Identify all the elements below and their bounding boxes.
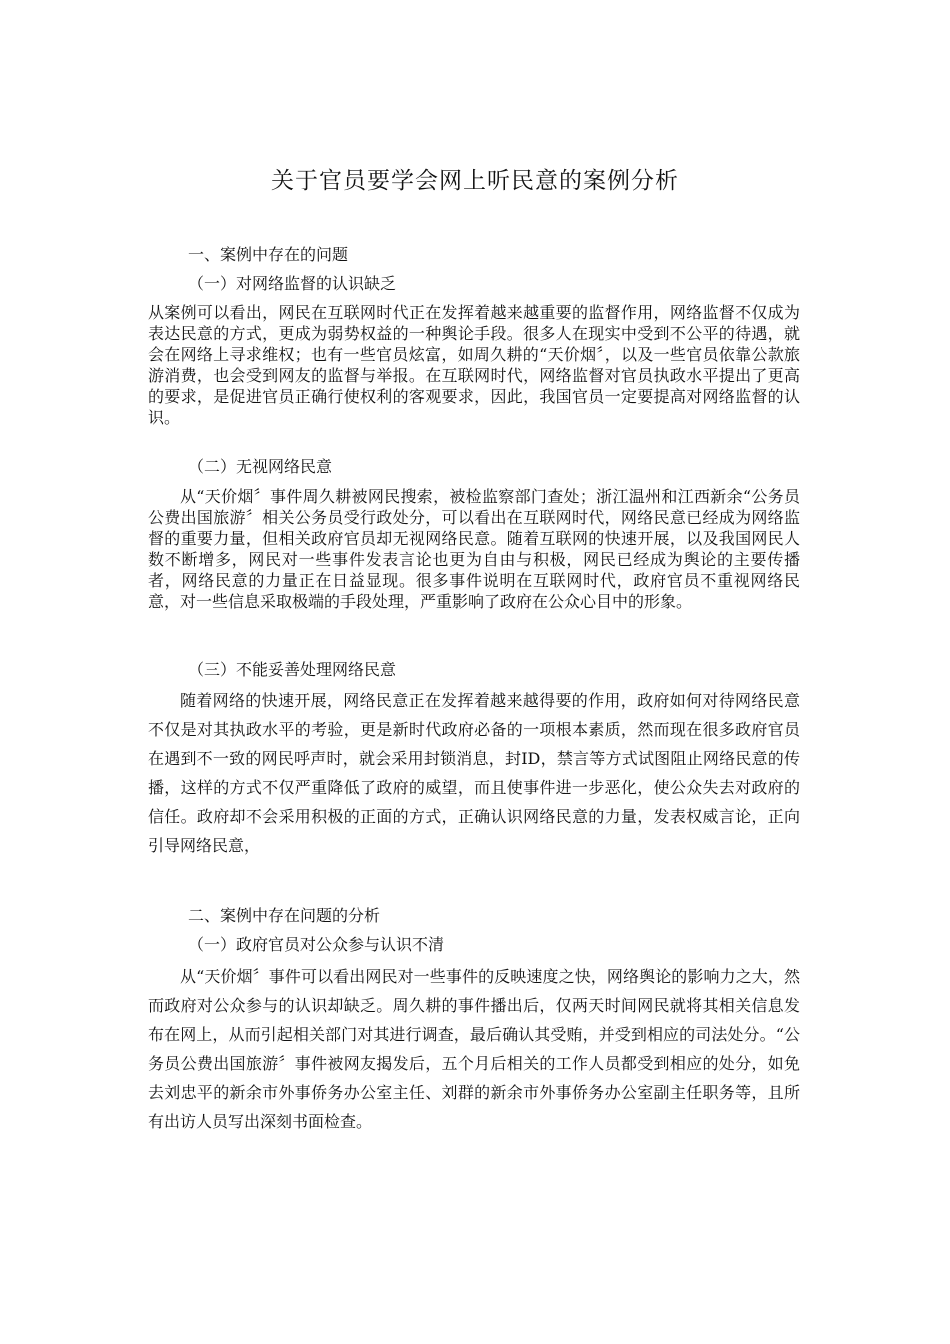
section-heading-1: 一、案例中存在的问题 [188,245,349,264]
subsection-heading-1-2: （二）无视网络民意 [188,457,333,476]
paragraph-1-1: 从案例可以看出，网民在互联网时代正在发挥着越来越重要的监督作用，网络监督不仅成为表达民意的方式，更成为弱势权益的一种舆论手段。很多人在现实中受到不公平的待遇，就会在网络上寻求维权；也有一些官员炫富，如周久耕的“天价烟〞，以及一些官员依靠公款旅游消费，也会受到网友的监督与举报。在互联网时代，网络监督对官员执政水平提出了更高的要求，是促进官员正确行使权利的客观要求，因此，我国官员一定要提高对网络监督的认识。 [148,303,800,427]
subsection-heading-1-1: （一）对网络监督的认识缺乏 [188,274,397,293]
document-title: 关于官员要学会网上听民意的案例分析 [271,168,679,194]
subsection-heading-1-3: （三）不能妥善处理网络民意 [188,660,397,679]
paragraph-1-3: 随着网络的快速开展，网络民意正在发挥着越来越得要的作用，政府如何对待网络民意不仅是对其执政水平的考验，更是新时代政府必备的一项根本素质，然而现在很多政府官员在遇到不一致的网民呼声时，就会采用封锁消息，封ID，禁言等方式试图阻止网络民意的传播，这样的方式不仅严重降低了政府的威望，而且使事件进一步恶化，使公众失去对政府的信任。政府却不会采用积极的正面的方式，正确认识网络民意的力量，发表权威言论，正向引导网络民意， [148,691,800,855]
paragraph-2-1: 从“天价烟〞事件可以看出网民对一些事件的反映速度之快，网络舆论的影响力之大，然而政府对公众参与的认识却缺乏。周久耕的事件播出后，仅两天时间网民就将其相关信息发布在网上，从而引起相关部门对其进行调查，最后确认其受贿，并受到相应的司法处分。“公务员公费出国旅游〞事件被网友揭发后，五个月后相关的工作人员都受到相应的处分，如免去刘忠平的新余市外事侨务办公室主任、刘群的新余市外事侨务办公室副主任职务等，且所有出访人员写出深刻书面检查。 [148,967,800,1131]
subsection-heading-2-1: （一）政府官员对公众参与认识不清 [188,935,445,954]
paragraph-1-2: 从“天价烟〞事件周久耕被网民搜索，被检监察部门查处；浙江温州和江西新余“公务员公费出国旅游〞相关公务员受行政处分，可以看出在互联网时代，网络民意已经成为网络监督的重要力量，但相关政府官员却无视网络民意。随着互联网的快速开展，以及我国网民人数不断增多，网民对一些事件发表言论也更为自由与积极，网民已经成为舆论的主要传播者，网络民意的力量正在日益显现。很多事件说明在互联网时代，政府官员不重视网络民意，对一些信息采取极端的手段处理，严重影响了政府在公众心目中的形象。 [148,487,800,611]
section-heading-2: 二、案例中存在问题的分析 [188,906,381,925]
